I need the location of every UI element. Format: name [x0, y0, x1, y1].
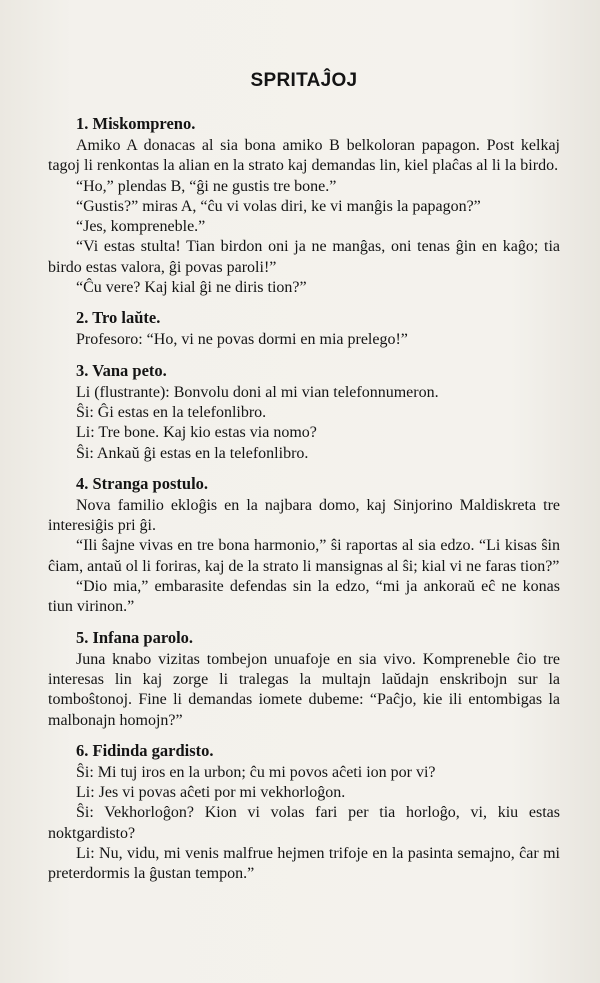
page-title: SPRITAĴOJ	[250, 70, 358, 91]
paragraph: Ŝi: Vekhorloĝon? Kion vi volas fari per tia horloĝo, vi, kiu estas noktgardisto?	[48, 804, 560, 842]
paragraph: Li: Jes vi povas aĉeti por mi vekhorloĝon.	[76, 784, 346, 802]
section-6	[48, 741, 560, 885]
paragraph: “Dio mia,” embarasite defendas sin la edzo, “mi ja ankoraŭ eĉ ne konas tiun virinon.”	[48, 578, 560, 616]
section-heading: 2. Tro laŭte.	[76, 308, 161, 328]
paragraph: Ŝi: Ankaŭ ĝi estas en la telefonlibro.	[76, 444, 309, 462]
paragraph: “Ho,” plendas B, “ĝi ne gustis tre bone.”	[76, 177, 337, 195]
paragraph: “Vi estas stulta! Tian birdon oni ja ne manĝas, oni tenas ĝin en kaĝo; tia birdo estas valora, ĝi povas paroli!”	[48, 238, 560, 276]
paragraph: “Ĉu vere? Kaj kial ĝi ne diris tion?”	[76, 279, 307, 297]
paragraph: “Ili ŝajne vivas en tre bona harmonio,” ŝi raportas al sia edzo. “Li kisas ŝin ĉiam, antaŭ ol li foriras, kaj de la strato li mansignas al ŝi; kial vi ne faras tion?”	[48, 537, 560, 575]
paragraph: Li: Nu, vidu, mi venis malfrue hejmen trifoje en la pasinta semajno, ĉar mi preterdormis la ĝustan tempon.”	[48, 845, 560, 883]
section-2	[48, 308, 560, 350]
paragraph: “Jes, kompreneble.”	[76, 218, 206, 236]
section-3	[48, 361, 560, 464]
paragraph: Li (flustrante): Bonvolu doni al mi vian telefonnumeron.	[76, 383, 439, 401]
paragraph: Ŝi: Ĝi estas en la telefonlibro.	[76, 403, 267, 421]
paragraph: Profesoro: “Ho, vi ne povas dormi en mia prelego!”	[76, 331, 408, 349]
paragraph: Nova familio ekloĝis en la najbara domo, kaj Sinjorino Maldiskreta tre interesiĝis pri ĝi.	[48, 496, 560, 535]
section-heading: 6. Fidinda gardisto.	[76, 740, 214, 760]
section-5	[48, 628, 560, 731]
section-heading: 5. Infana parolo.	[76, 627, 194, 647]
paragraph: Li: Tre bone. Kaj kio estas via nomo?	[76, 424, 317, 442]
paragraph: Juna knabo vizitas tombejon unuafoje en sia vivo. Kompreneble ĉio tre interesas lin kaj zorge li tralegas la multajn laŭdajn enskribojn sur la tomboŝtonoj. Fine li demandas iomete dubeme: “Paĉjo, kie ili entombigas la malbonajn homojn?”	[48, 650, 560, 729]
section-4	[48, 474, 560, 618]
paragraph: “Gustis?” miras A, “ĉu vi volas diri, ke vi manĝis la papagon?”	[76, 197, 481, 215]
section-heading: 3. Vana peto.	[76, 360, 167, 380]
section-1	[48, 114, 560, 298]
section-heading: 1. Miskompreno.	[76, 114, 196, 133]
section-heading: 4. Stranga postulo.	[76, 473, 209, 493]
paragraph: Amiko A donacas al sia bona amiko B belkoloran papagon. Post kelkaj tagoj li renkontas la alian en la strato kaj demandas lin, kiel plaĉas al li la birdo.	[48, 137, 560, 175]
paragraph: Ŝi: Mi tuj iros en la urbon; ĉu mi povos aĉeti ion por vi?	[76, 763, 436, 781]
